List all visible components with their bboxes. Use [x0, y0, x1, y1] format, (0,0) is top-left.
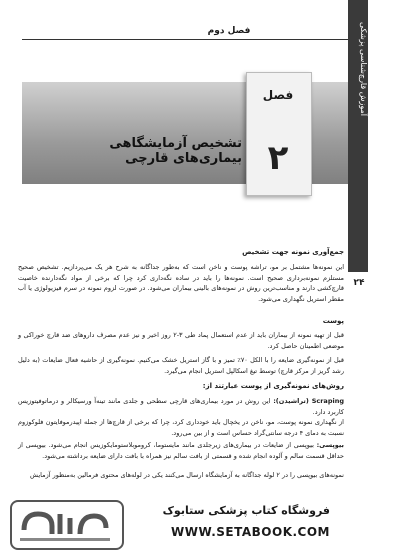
heading-methods: روش‌های نمونه‌گیری از پوست عبارتند از: [202, 382, 344, 390]
paragraph-2: قبل از تهیه نمونه از بیماران باید از عدم استعمال پماد طی ۳-۲ روز اخیر و نیز عدم مصرف داروهای ضد قارچ خوراکی و موضعی اطمینان حاصل کرد. [18, 331, 344, 350]
paragraph-biopsy [18, 440, 344, 461]
setabook-logo-icon [10, 500, 120, 546]
paragraph-5: نمونه‌های بیوپسی را در ۲ لوله جداگانه به آزمایشگاه ارسال می‌کنند یکی در لوله‌های محتوی فرمالین به‌منظور آزمایش [30, 471, 344, 479]
paragraph-3: قبل از نمونه‌گیری ضایعه را با الکل ۷۰٪ تمیز و با گاز استریل خشک می‌کنیم. نمونه‌گیری از حاشیه فعال ضایعات (به دلیل رشد گریز از مرکز قارچ) توسط تیغ اسکالپل استریل انجام می‌گیرد. [18, 356, 345, 375]
scraping-text: این روش در مورد بیماری‌های قارچی سطحی و جلدی مانند تینه‌آ ورسیکالر و درماتوفیتوزیس کاربرد دارد. [18, 397, 344, 416]
heading-sample-collection: جمع‌آوری نمونه جهت تشخیص [242, 248, 344, 256]
chapter-number: ۲ [267, 138, 289, 178]
page-number: ۲۴ [353, 278, 365, 288]
paragraph-1: این نمونه‌ها مشتمل بر مو، تراشه پوست و ناخن است که به‌طور جداگانه به شرح هر یک می‌پردازیم. تشخیص صحیح مستلزم نمونه‌برداری صحیح است. نمونه‌ها را باید در ساده نگه‌داری کرد چرا که برخی از مواد نگه‌دارنده خاصیت قارچ‌کشی دارند و مناسب‌ترین روش در نمونه‌های بالینی بیماران می‌شود. در صورت لزوم نمونه در سرم فیزیولوژی یا آب مقطر استریل نگهداری می‌شود. [18, 263, 344, 303]
shop-name: فروشگاه کتاب پزشکی ستابوک [162, 504, 330, 517]
paragraph-scraping [18, 396, 344, 417]
scraping-term: Scraping (تراشیدن): [273, 397, 344, 405]
chapter-title: تشخیص آزمایشگاهی بیماری‌های قارچی [109, 136, 242, 166]
shop-url: WWW.SETABOOK.COM [170, 525, 330, 539]
header-rule [22, 39, 348, 40]
chapter-word: فصل [262, 88, 294, 102]
biopsy-term: بیوپسی: [316, 441, 344, 449]
section-label: فصل دوم [207, 26, 251, 36]
vertical-title [348, 0, 368, 272]
vertical-title-text: آموزش قارچ‌شناسی پزشکی [359, 22, 368, 116]
biopsy-text: بیوپسی از ضایعات در بیماری‌های زیرجلدی مانند مایستوما، کروموبلاستومایکوزیس انجام می‌شود. بیوپسی از حداقل قسمت سالم و آلوده انجام شده و قسمتی از بافت سالم نیز همراه با بافت دارای ضایعه برداشته می‌شود. [18, 441, 344, 460]
heading-skin: پوست [322, 317, 344, 325]
paragraph-4: از نگهداری نمونه پوست، مو، ناخن در یخچال باید خودداری کرد، چرا که برخی از قارچ‌ها از جمله اپیدرموفایتون فلوکوزوم نسبت به دمای ۴ درجه سانتی‌گراد حساس است و از بین می‌رود. [18, 418, 344, 437]
